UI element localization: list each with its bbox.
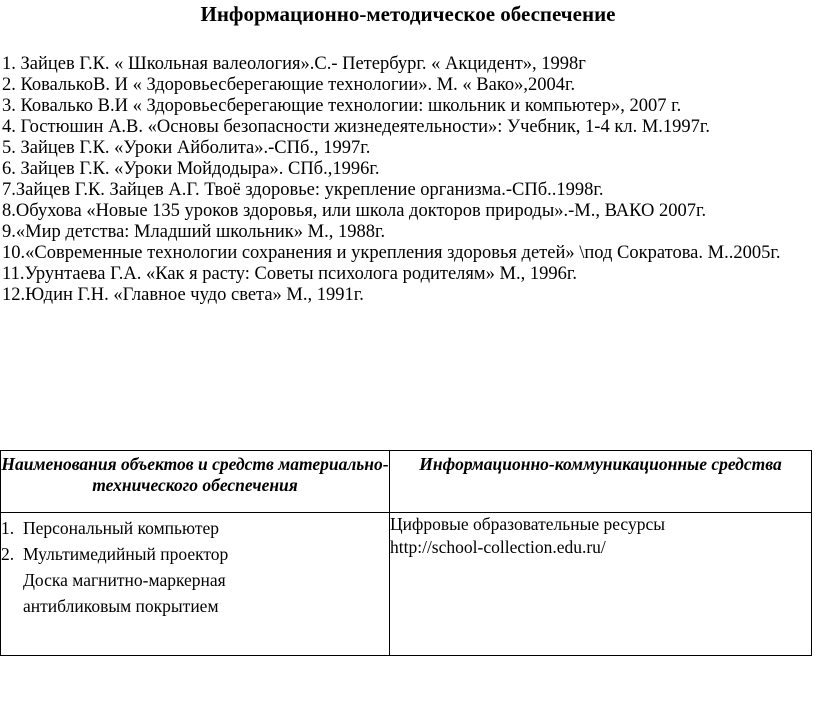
- item-text: Мультимедийный проектор: [23, 543, 229, 564]
- resources-link[interactable]: http://school-collection.edu.ru/: [390, 536, 606, 557]
- reference-item: 6. Зайцев Г.К. «Уроки Мойдодыра». СПб.,1996г.: [2, 159, 380, 179]
- equipment-item: [1, 515, 389, 541]
- reference-item: 11.Урунтаева Г.А. «Как я расту: Советы психолога родителям» М., 1996г.: [2, 264, 577, 284]
- reference-list: [2, 54, 812, 306]
- item-number: 1.: [1, 517, 15, 538]
- equipment-item: [1, 541, 389, 567]
- equipment-table: [0, 450, 812, 656]
- item-text: антибликовым покрытием: [23, 595, 219, 616]
- item-text: Доска магнитно-маркерная: [23, 569, 226, 590]
- item-text: Персональный компьютер: [23, 517, 219, 538]
- reference-item: 9.«Мир детства: Младший школьник» М., 1988г.: [2, 222, 386, 242]
- resources-text: Цифровые образовательные ресурсы: [390, 513, 665, 534]
- reference-item: 12.Юдин Г.Н. «Главное чудо света» М., 1991г.: [2, 285, 364, 305]
- table-header-row: [1, 451, 812, 513]
- item-number: 2.: [1, 543, 15, 564]
- table-header-objects: Наименования объектов и средств материально-технического обеспечения: [1, 451, 390, 513]
- table-row: [1, 512, 812, 655]
- equipment-item: [1, 593, 389, 619]
- reference-item: 8.Обухова «Новые 135 уроков здоровья, или школа докторов природы».-М., ВАКО 2007г.: [2, 201, 707, 221]
- table-cell-ict: [390, 512, 812, 655]
- reference-item: 1. Зайцев Г.К. « Школьная валеология».С.- Петербург. « Акцидент», 1998г: [2, 54, 586, 74]
- reference-item: 7.Зайцев Г.К. Зайцев А.Г. Твоё здоровье: укрепление организма.-СПб..1998г.: [2, 180, 604, 200]
- reference-item: 5. Зайцев Г.К. «Уроки Айболита».-СПб., 1997г.: [2, 138, 371, 158]
- reference-item: 4. Гостюшин А.В. «Основы безопасности жизнедеятельности»: Учебник, 1-4 кл. М.1997г.: [2, 117, 711, 137]
- equipment-list: [1, 515, 389, 619]
- reference-item: 10.«Современные технологии сохранения и укрепления здоровья детей» \под Сократова. М..2005г.: [2, 243, 781, 263]
- equipment-item: [1, 567, 389, 593]
- reference-item: 2. КовалькоВ. И « Здоровьесберегающие технологии». М. « Вако»,2004г.: [2, 75, 576, 95]
- table-header-ict: Информационно-коммуникационные средства: [390, 451, 812, 513]
- page-title: Информационно-методическое обеспечение: [200, 2, 616, 26]
- table-cell-objects: [1, 512, 390, 655]
- reference-item: 3. Ковалько В.И « Здоровьесберегающие технологии: школьник и компьютер», 2007 г.: [2, 96, 682, 116]
